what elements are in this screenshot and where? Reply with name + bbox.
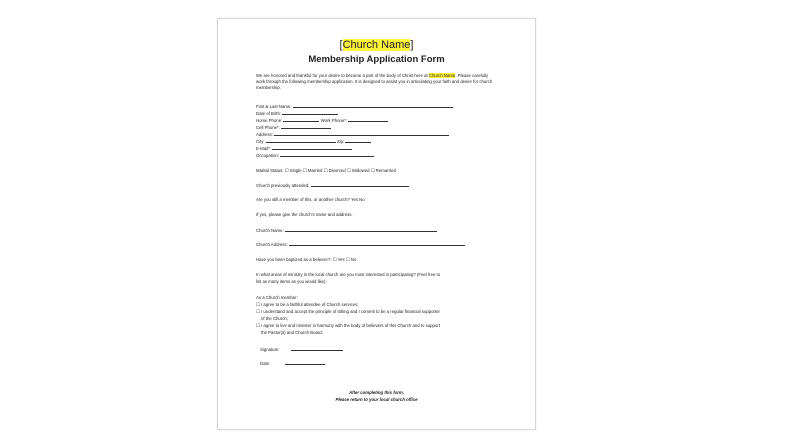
church-previously-attended-label: Church previously attended:	[256, 183, 310, 188]
date-label: Date:	[260, 361, 271, 366]
address-row	[256, 131, 449, 138]
ministry-question-2: list as many items as you would like):	[256, 279, 327, 284]
date-of-birth-line[interactable]	[282, 110, 338, 115]
first-last-name-label: First & Last Name:	[256, 104, 292, 109]
commitment-1[interactable]: ☐ I agree to be a faithful attendee of Church services;	[256, 302, 359, 307]
work-phone-label: Work Phone*:	[320, 118, 348, 123]
date-row	[260, 360, 325, 367]
intro-church-name: Church Name	[428, 73, 456, 78]
signature-row	[260, 346, 343, 353]
as-member-heading: As a Church member:	[256, 295, 298, 300]
intro-part2: . Please carefully work through the following membership application. It is designed to assist you in articulating your faith and desire for church membership.	[256, 73, 493, 90]
church-address-line[interactable]	[289, 241, 465, 246]
church-name-line[interactable]	[285, 227, 437, 232]
church-name-placeholder: Church Name	[342, 39, 411, 51]
home-phone-label: Home Phone:	[256, 118, 283, 123]
footer-line-2: Please return to your local church office	[335, 397, 418, 402]
city-label: City:	[256, 139, 265, 144]
address-line[interactable]	[274, 131, 449, 136]
cell-phone-label: Cell Phone*:	[256, 125, 280, 130]
baptized-question[interactable]: Have you been baptized as a believer?: ☐ Yes ☐ No	[256, 257, 357, 262]
signature-label: Signature:	[260, 347, 280, 352]
intro-part1: We are honored and thankful for your desire to become a part of the body of Christ here at	[256, 73, 429, 78]
zip-label: Zip:	[337, 139, 345, 144]
first-last-name-line[interactable]	[293, 103, 453, 108]
marital-status[interactable]: Marital Status: ☐ Single ☐ Married ☐ Divorced ☐ Widowed ☐ Remarried	[256, 168, 396, 173]
bracket-close: ]	[410, 39, 414, 51]
church-previously-attended-line[interactable]	[311, 182, 409, 187]
date-of-birth-row	[256, 110, 338, 117]
form-title: Membership Application Form	[308, 54, 445, 65]
form-page	[217, 18, 536, 430]
date-line[interactable]	[285, 360, 325, 365]
date-of-birth-label: Date of Birth:	[256, 111, 282, 116]
home-phone-line[interactable]	[283, 117, 319, 122]
still-member-question: Are you still a member of this, or another church? Yes No	[256, 197, 365, 202]
intro-paragraph	[256, 73, 496, 91]
city-line[interactable]	[266, 138, 336, 143]
church-previously-attended-row	[256, 182, 409, 189]
zip-line[interactable]	[345, 138, 371, 143]
occupation-line[interactable]	[280, 152, 374, 157]
church-address-label: Church Address:	[256, 242, 288, 247]
work-phone-line[interactable]	[348, 117, 388, 122]
commitment-3-cont: the Pastor(s) and Church Board;	[261, 330, 323, 335]
church-name-label: Church Name:	[256, 228, 284, 233]
bracket-open: [	[339, 39, 343, 51]
commitment-2[interactable]: ☐ I understand and accept the principle of tithing and I commit to be a regular financial supporter	[256, 309, 440, 314]
email-row	[256, 145, 352, 152]
address-label: Address:	[256, 132, 273, 137]
email-line[interactable]	[272, 145, 352, 150]
cell-phone-line[interactable]	[281, 124, 331, 129]
commitment-2-cont: of the Church;	[261, 316, 288, 321]
church-address-row	[256, 241, 465, 248]
occupation-row	[256, 152, 374, 159]
phone-row	[256, 117, 388, 124]
city-zip-row	[256, 138, 371, 145]
email-label: E-Mail*:	[256, 146, 272, 151]
if-yes-prompt: If yes, please give the church's name and address.	[256, 212, 353, 217]
first-last-name-row	[256, 103, 453, 110]
occupation-label: Occupation:	[256, 153, 279, 158]
commitment-3[interactable]: ☐ I agree to live and minister in harmony with the body of believers of this Church and to support	[256, 323, 440, 328]
signature-line[interactable]	[291, 346, 343, 351]
church-name-row	[256, 227, 437, 234]
church-name-heading	[218, 39, 535, 51]
footer-line-1: After completing this form,	[349, 390, 404, 395]
cell-phone-row	[256, 124, 331, 131]
ministry-question-1: In what areas of ministry in the local church are you most interested in participating? (Feel free to	[256, 272, 441, 277]
